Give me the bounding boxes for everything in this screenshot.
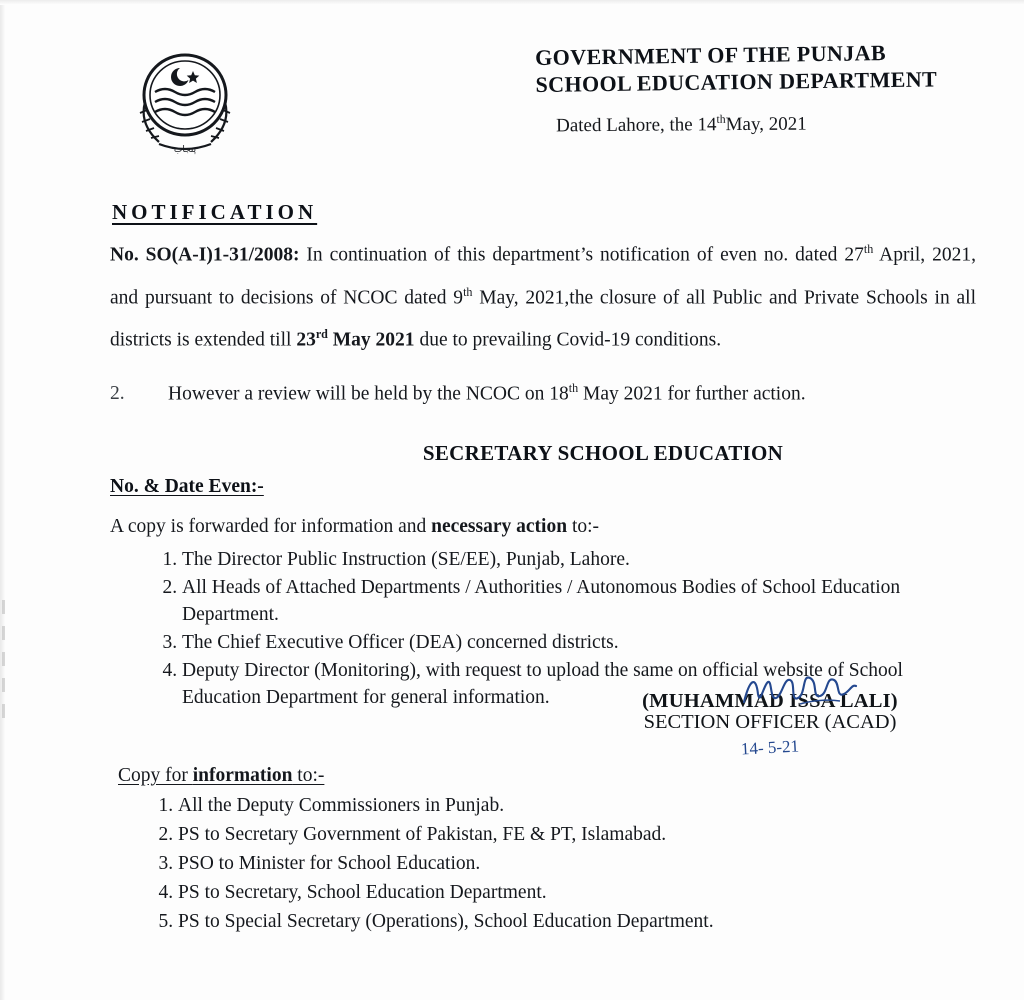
extended-date-ordinal: rd (315, 327, 328, 341)
list-item: 3. PSO to Minister for School Education. (178, 849, 964, 878)
notification-text-3: May, 2021,the closure of all Public and Private Schools in all districts is extended till (110, 287, 977, 351)
list-item: 5. PS to Special Secretary (Operations), School Education Department. (178, 907, 964, 936)
dated-prefix: Dated Lahore, the 14 (556, 114, 717, 137)
list-item: 2. All Heads of Attached Departments / Authorities / Autonomous Bodies of School Education Department. (182, 574, 976, 628)
handwritten-date: 14- 5-21 (740, 736, 800, 759)
scan-artifact-marks (2, 600, 5, 720)
list-item: 4. Deputy Director (Monitoring), with request to upload the same on official website of School Education Department for general information. (182, 657, 976, 711)
notification-clause-2 (110, 371, 976, 412)
list-item: 2. PS to Secretary Government of Pakistan, FE & PT, Islamabad. (178, 820, 964, 849)
notification-text-4: due to prevailing Covid-19 conditions. (414, 329, 722, 351)
signature-block (560, 690, 980, 758)
clause-2-text-1: However a review will be held by the NCOC on 18 (168, 383, 569, 404)
forward-text-bold: necessary action (431, 516, 568, 537)
copy-title-pre: Copy for (118, 765, 193, 786)
dated-suffix: May, 2021 (725, 113, 807, 136)
notification-text-1: In continuation of this department’s notification of even no. dated 27 (299, 244, 864, 266)
list-item: 1. All the Deputy Commissioners in Punjab. (178, 791, 964, 820)
extended-date-number: 23 (296, 329, 316, 351)
notification-heading: NOTIFICATION (112, 200, 318, 224)
copy-title-post: to:- (292, 765, 325, 786)
list-item: 3. The Chief Executive Officer (DEA) concerned districts. (182, 629, 976, 656)
document-body (110, 200, 976, 712)
document-header (0, 28, 1024, 178)
scan-edge-top (0, 0, 1024, 5)
notification-reference-number: No. SO(A-I)1-31/2008: (110, 244, 300, 266)
punjab-government-crest-icon (125, 40, 245, 165)
dated-line (556, 112, 807, 137)
list-item: 1. The Director Public Instruction (SE/EE), Punjab, Lahore. (182, 546, 976, 573)
government-title (535, 38, 937, 98)
svg-text:پنجاب: پنجاب (173, 145, 197, 155)
clause-2-text-2: May 2021 for further action. (578, 383, 806, 404)
forward-text-pre: A copy is forwarded for information and (110, 516, 432, 537)
notification-text-2: April, 2021, and pursuant to decisions of NCOC dated 9 (110, 244, 976, 308)
copy-for-information-title (118, 765, 964, 787)
dated-ordinal: th (716, 112, 726, 126)
copy-title-bold: information (192, 765, 293, 786)
org-line-1: GOVERNMENT OF THE PUNJAB (535, 40, 887, 70)
extended-date-month: May 2021 (327, 329, 415, 351)
notification-paragraph (110, 231, 976, 359)
endorsement-forward-line (110, 516, 976, 538)
copy-for-information-list (118, 791, 964, 936)
handwritten-signature-icon (740, 668, 860, 710)
clause-2-ordinal: th (568, 380, 579, 395)
notification-ordinal-1: th (863, 242, 874, 256)
clause-2-number: 2. (110, 383, 125, 404)
signatory-designation: SECTION OFFICER (ACAD) (643, 711, 897, 733)
notification-ordinal-2: th (463, 284, 473, 299)
copy-for-information-section (118, 765, 964, 936)
signatory-name: (MUHAMMAD ISSA LALI) (642, 690, 898, 712)
endorsement-even-line: No. & Date Even:- (110, 476, 264, 497)
list-item: 4. PS to Secretary, School Education Department. (178, 878, 964, 907)
secretary-signature-title: SECRETARY SCHOOL EDUCATION (422, 441, 784, 465)
forward-text-post: to:- (567, 516, 600, 537)
org-line-2: SCHOOL EDUCATION DEPARTMENT (535, 66, 938, 97)
